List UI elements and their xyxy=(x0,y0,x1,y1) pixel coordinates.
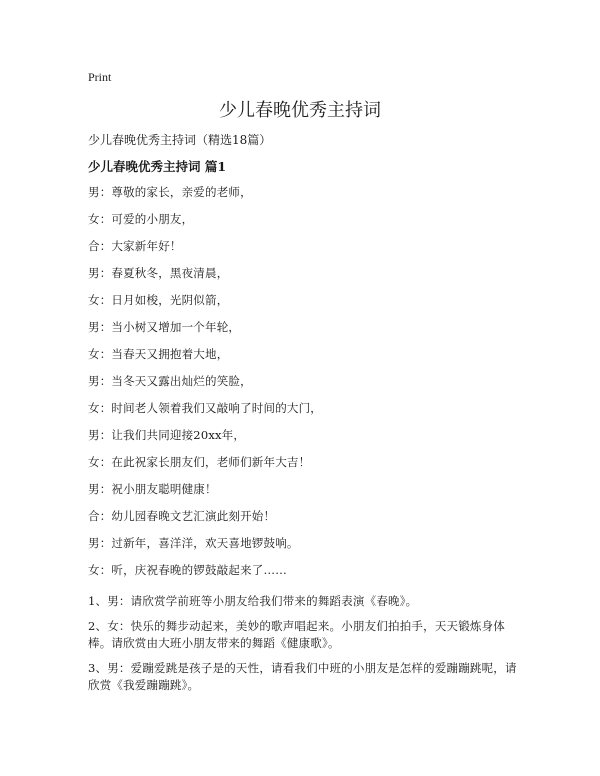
program-item: 1、男：请欣赏学前班等小朋友给我们带来的舞蹈表演《春晚》。 xyxy=(88,594,418,608)
dialogue-line: 男：春夏秋冬，黑夜清晨， xyxy=(88,266,229,280)
program-item: 2、女：快乐的舞步动起来，美妙的歌声唱起来。小朋友们拍拍手，天天锻炼身体棒。请欣赏由大班小朋友带来的舞蹈《健康歌》。 xyxy=(88,619,506,650)
dialogue-line: 女：时间老人领着我们又敲响了时间的大门， xyxy=(88,401,322,415)
dialogue-list xyxy=(88,185,322,590)
dialogue-line: 合：幼儿园春晚文艺汇演此刻开始！ xyxy=(88,509,276,523)
dialogue-line: 男：过新年，喜洋洋，欢天喜地锣鼓响。 xyxy=(88,536,299,550)
dialogue-line: 女：听，庆祝春晚的锣鼓敲起来了…… xyxy=(88,563,287,577)
dialogue-line: 男：当冬天又露出灿烂的笑脸， xyxy=(88,374,252,388)
print-link[interactable]: Print xyxy=(88,70,112,84)
dialogue-line: 女：当春天又拥抱着大地， xyxy=(88,347,229,361)
program-item: 3、男：爱蹦爱跳是孩子是的天性，请看我们中班的小朋友是怎样的爱蹦蹦跳呢，请欣赏《我爱蹦蹦跳》。 xyxy=(88,661,517,692)
dialogue-line: 男：祝小朋友聪明健康！ xyxy=(88,482,217,496)
dialogue-line: 女：日月如梭，光阴似箭， xyxy=(88,293,229,307)
document-subtitle: 少儿春晚优秀主持词（精选18篇） xyxy=(88,133,272,147)
dialogue-line: 男：尊敬的家长，亲爱的老师， xyxy=(88,185,252,199)
section-heading: 少儿春晚优秀主持词 篇1 xyxy=(88,159,227,174)
dialogue-line: 女：可爱的小朋友， xyxy=(88,212,194,226)
program-list xyxy=(88,593,518,702)
dialogue-line: 合：大家新年好！ xyxy=(88,239,182,253)
dialogue-line: 男：当小树又增加一个年轮， xyxy=(88,320,241,334)
dialogue-line: 女：在此祝家长朋友们，老师们新年大吉！ xyxy=(88,455,311,469)
page-title: 少儿春晚优秀主持词 xyxy=(219,100,381,121)
dialogue-line: 男：让我们共同迎接20xx年， xyxy=(88,428,246,442)
